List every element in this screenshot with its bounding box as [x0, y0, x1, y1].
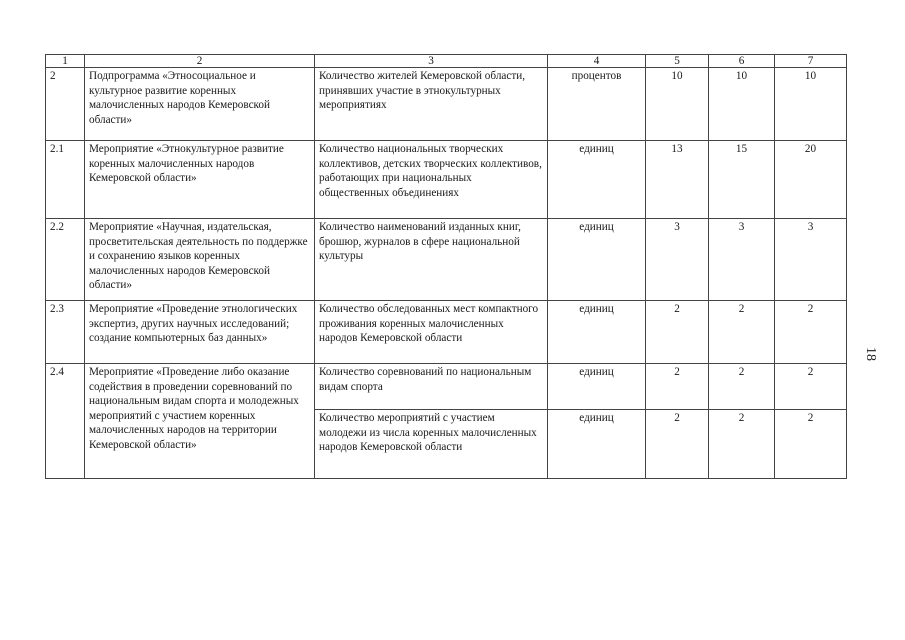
page-number: 18	[863, 347, 878, 361]
indicators-table	[45, 54, 847, 479]
unit-cell: единиц	[548, 219, 646, 301]
header-cell: 2	[85, 55, 315, 68]
row-number: 2	[46, 68, 85, 141]
table-row	[46, 141, 847, 219]
value-cell: 2	[775, 410, 847, 479]
value-cell: 10	[646, 68, 709, 141]
unit-cell: единиц	[548, 141, 646, 219]
value-cell: 2	[709, 364, 775, 410]
table-row	[46, 301, 847, 364]
table-row	[46, 68, 847, 141]
header-cell: 6	[709, 55, 775, 68]
value-cell: 2	[646, 364, 709, 410]
indicator-name: Количество национальных творческих коллективов, детских творческих коллективов, работающих при национальных общественных объединениях	[315, 141, 548, 219]
table-header-row	[46, 55, 847, 68]
value-cell: 2	[709, 410, 775, 479]
unit-cell: процентов	[548, 68, 646, 141]
indicator-name: Количество обследованных мест компактного проживания коренных малочисленных народов Кемеровской области	[315, 301, 548, 364]
value-cell: 2	[775, 301, 847, 364]
program-name: Подпрограмма «Этносоциальное и культурное развитие коренных малочисленных народов Кемеровской области»	[85, 68, 315, 141]
value-cell: 3	[646, 219, 709, 301]
value-cell: 3	[775, 219, 847, 301]
value-cell: 2	[775, 364, 847, 410]
header-cell: 1	[46, 55, 85, 68]
value-cell: 3	[709, 219, 775, 301]
program-name: Мероприятие «Этнокультурное развитие коренных малочисленных народов Кемеровской области»	[85, 141, 315, 219]
unit-cell: единиц	[548, 364, 646, 410]
table-row	[46, 219, 847, 301]
header-cell: 3	[315, 55, 548, 68]
indicator-name: Количество жителей Кемеровской области, принявших участие в этнокультурных мероприятиях	[315, 68, 548, 141]
value-cell: 2	[646, 410, 709, 479]
indicator-name: Количество соревнований по национальным видам спорта	[315, 364, 548, 410]
program-name: Мероприятие «Научная, издательская, просветительская деятельность по поддержке и сохранению языков коренных малочисленных народов Кемеровской области»	[85, 219, 315, 301]
unit-cell: единиц	[548, 301, 646, 364]
unit-cell: единиц	[548, 410, 646, 479]
program-name: Мероприятие «Проведение этнологических экспертиз, других научных исследований; создание компьютерных баз данных»	[85, 301, 315, 364]
row-number: 2.3	[46, 301, 85, 364]
value-cell: 2	[646, 301, 709, 364]
indicator-name: Количество наименований изданных книг, брошюр, журналов в сфере национальной культуры	[315, 219, 548, 301]
indicator-name: Количество мероприятий с участием молодежи из числа коренных малочисленных народов Кемеровской области	[315, 410, 548, 479]
value-cell: 20	[775, 141, 847, 219]
value-cell: 2	[709, 301, 775, 364]
value-cell: 15	[709, 141, 775, 219]
header-cell: 4	[548, 55, 646, 68]
value-cell: 10	[709, 68, 775, 141]
value-cell: 13	[646, 141, 709, 219]
program-name: Мероприятие «Проведение либо оказание содействия в проведении соревнований по национальным видам спорта и молодежных мероприятий с участием коренных малочисленных народов на территории Кемеровской области»	[85, 364, 315, 479]
row-number: 2.1	[46, 141, 85, 219]
table-row	[46, 364, 847, 410]
header-cell: 5	[646, 55, 709, 68]
header-cell: 7	[775, 55, 847, 68]
row-number: 2.2	[46, 219, 85, 301]
row-number: 2.4	[46, 364, 85, 479]
value-cell: 10	[775, 68, 847, 141]
